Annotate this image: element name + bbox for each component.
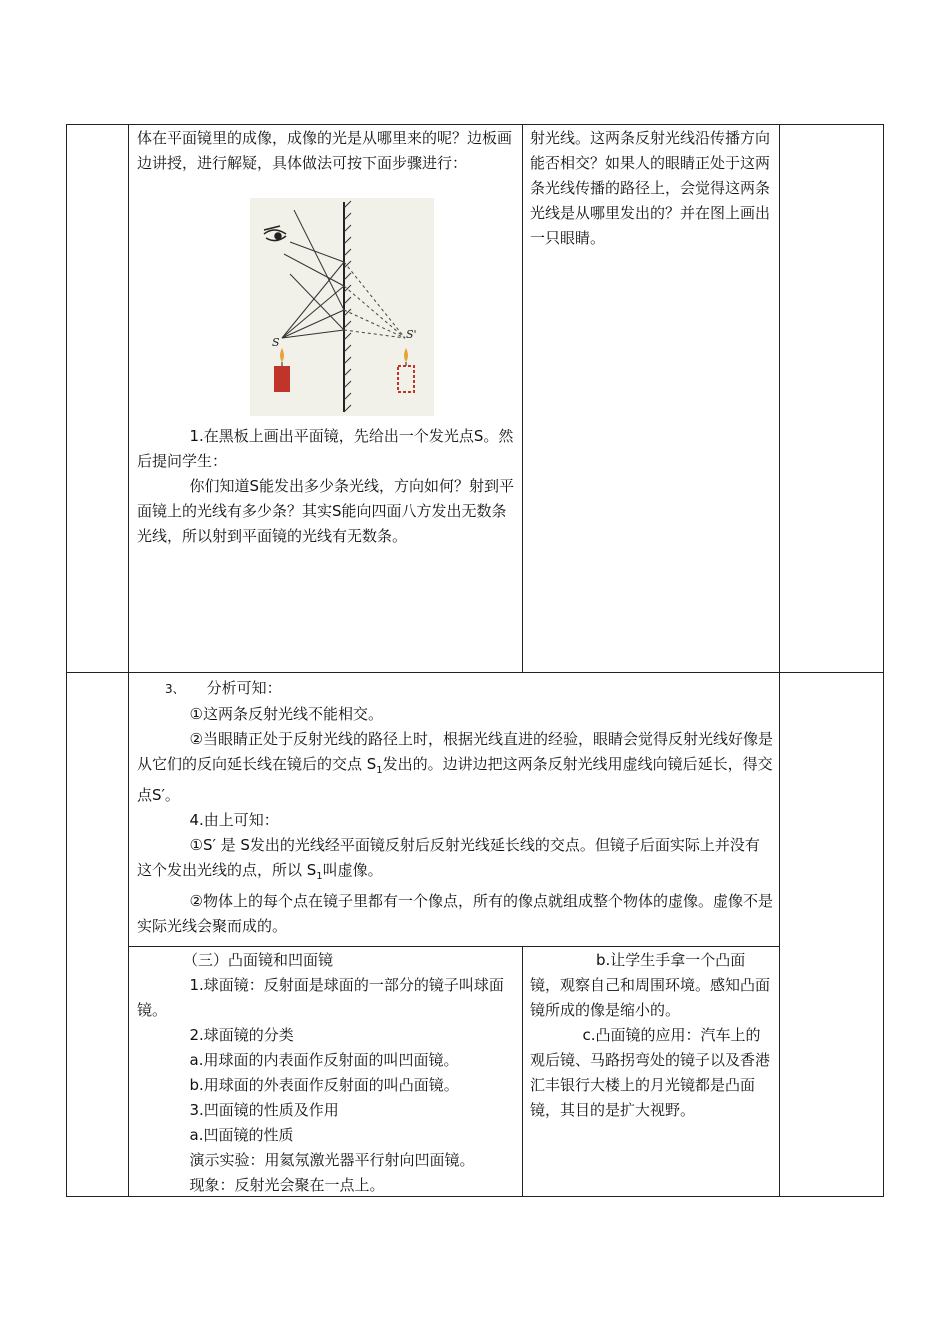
section-title: （三）凸面镜和凹面镜	[183, 951, 334, 969]
table-border-right	[883, 124, 884, 1197]
row2-cell	[137, 676, 773, 939]
step1-paragraph: 1.在黑板上画出平面镜，先给出一个发光点S。然后提问学生：	[137, 427, 514, 470]
concave-properties-sub: a.凹面镜的性质	[189, 1126, 294, 1144]
label-s: S	[272, 336, 280, 349]
mirror-reflection-figure	[250, 198, 434, 416]
row3-left-cell	[137, 948, 517, 1198]
table-row-divider-2	[128, 946, 779, 947]
table-column-divider-2b	[522, 946, 523, 1197]
row1-right-paragraph: 射光线。这两条反射光线沿传播方向能否相交？如果人的眼睛正处于这两条光线传播的路径上，会觉得这两条光线是从哪里发出的？并在图上画出一只眼睛。	[530, 129, 771, 247]
table-row-divider-1	[66, 672, 884, 673]
analysis-number: 3、	[165, 682, 185, 696]
convex-application: c.凸面镜的应用：汽车上的观后镜、马路拐弯处的镜子以及香港汇丰银行大楼上的月光镜都是凸面镜，其目的是扩大视野。	[530, 1026, 771, 1119]
row1-left-steps	[137, 424, 517, 549]
table-border-left	[66, 124, 67, 1197]
question-paragraph: 你们知道S能发出多少条光线，方向如何？射到平面镜上的光线有多少条？其实S能向四面八方发出无数条光线，所以射到平面镜的光线有无数条。	[137, 477, 515, 545]
candle-icon	[274, 348, 290, 392]
row3-right-cell	[530, 948, 774, 1123]
mirror-diagram-svg	[250, 198, 434, 416]
concave-properties-heading: 3.凹面镜的性质及作用	[189, 1101, 339, 1119]
convex-definition: b.用球面的外表面作反射面的叫凸面镜。	[189, 1076, 459, 1094]
concave-definition: a.用球面的内表面作反射面的叫凹面镜。	[189, 1051, 459, 1069]
incident-rays	[282, 262, 344, 338]
convex-activity-body: 镜，观察自己和周围环境。感知凸面镜所成的像是缩小的。	[530, 976, 771, 1019]
analysis-point-1: ①这两条反射光线不能相交。	[189, 705, 383, 723]
demo-experiment: 演示实验：用氦氖激光器平行射向凹面镜。	[189, 1151, 475, 1169]
eye-icon	[264, 226, 286, 241]
row1-right-cell	[530, 126, 774, 251]
classification-heading: 2.球面镜的分类	[189, 1026, 294, 1044]
analysis-heading	[137, 676, 773, 702]
conclusion-point-2: ②物体上的每个点在镜子里都有一个像点，所有的像点就组成整个物体的虚像。虚像不是实际光线会聚而成的。	[137, 892, 773, 935]
spherical-mirror-def: 1.球面镜：反射面是球面的一部分的镜子叫球面镜。	[137, 976, 504, 1019]
reflected-rays	[284, 210, 344, 330]
table-column-divider-2a	[522, 124, 523, 673]
row1-intro-paragraph: 体在平面镜里的成像，成像的光是从哪里来的呢？边板画边讲授，进行解疑，具体做法可按下面步骤进行：	[137, 129, 513, 172]
mirror-hatching	[344, 201, 351, 412]
table-border-top	[66, 124, 884, 125]
label-s-prime: S'	[406, 328, 417, 341]
analysis-title: 分析可知：	[206, 679, 282, 697]
table-column-divider-1	[128, 124, 129, 1197]
table-column-divider-3	[779, 124, 780, 1197]
virtual-ray-extensions	[344, 262, 405, 338]
convex-activity-head: b.让学生手拿一个凸面	[596, 951, 746, 969]
virtual-candle-icon	[398, 348, 414, 392]
conclusion-point-1: ①S′ 是 S发出的光线经平面镜反射后反射光线延长线的交点。但镜子后面实际上并没有这个发出光线的点，所以 $S_1$叫虚像。	[137, 836, 760, 882]
row1-left-cell	[137, 126, 517, 176]
conclusion-heading: 4.由上可知：	[189, 811, 279, 829]
analysis-point-2: ②当眼睛正处于反射光线的路径上时，根据光线直进的经验，眼睛会觉得反射光线好像是从它们的反向延长线在镜后的交点 $S_1$发出的。边讲边把这两条反射光线用虚线向镜后延长，得交点S′。	[137, 730, 773, 804]
phenomenon: 现象：反射光会聚在一点上。	[189, 1176, 385, 1194]
